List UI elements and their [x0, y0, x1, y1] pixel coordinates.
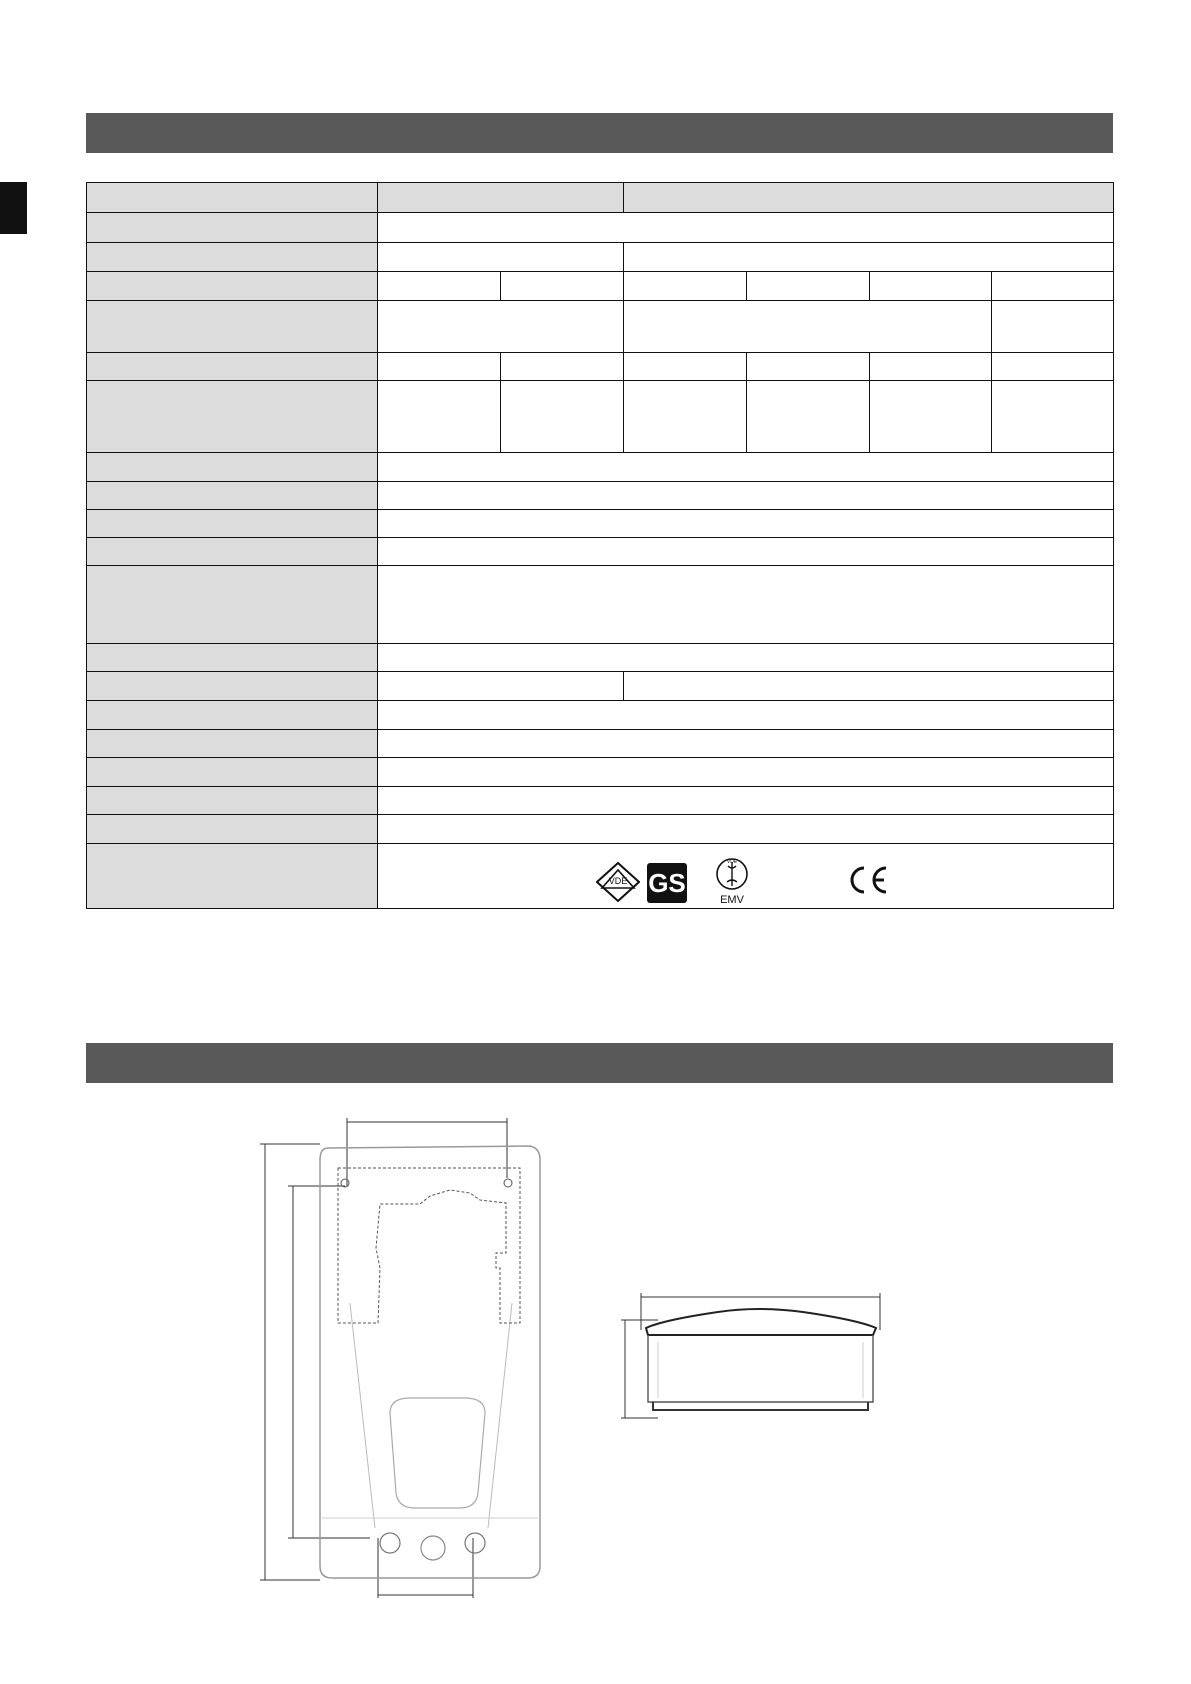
row-label [87, 844, 378, 909]
row-value [992, 272, 1114, 301]
row-value [992, 353, 1114, 381]
row-label [87, 482, 378, 510]
row-label [87, 644, 378, 672]
row-value [747, 272, 870, 301]
table-row [87, 272, 1114, 301]
row-value [378, 301, 624, 353]
row-value [378, 538, 1114, 566]
row-value [870, 381, 992, 453]
row-value [501, 353, 624, 381]
table-row [87, 815, 1114, 844]
row-label [87, 510, 378, 538]
section-header-dimensions [86, 1043, 1113, 1083]
row-value [378, 510, 1114, 538]
table-row [87, 453, 1114, 482]
row-label [87, 353, 378, 381]
ce-mark-icon [846, 864, 890, 896]
row-label [87, 730, 378, 758]
row-value [870, 272, 992, 301]
row-value [378, 758, 1114, 787]
certification-marks-cell [378, 844, 1114, 909]
section-header-technical-data [86, 113, 1113, 153]
table-row [87, 353, 1114, 381]
row-label [87, 538, 378, 566]
row-value [624, 381, 747, 453]
table-row [87, 730, 1114, 758]
table-row [87, 301, 1114, 353]
header-cell [378, 183, 624, 213]
row-value [624, 353, 747, 381]
table-row [87, 701, 1114, 730]
table-row [87, 566, 1114, 644]
table-row [87, 538, 1114, 566]
header-cell [87, 183, 378, 213]
certifications-row [87, 844, 1114, 909]
row-value [501, 381, 624, 453]
row-value [624, 301, 992, 353]
row-label [87, 787, 378, 815]
row-label [87, 453, 378, 482]
row-value [378, 787, 1114, 815]
vde-emv-icon [712, 856, 752, 908]
row-value [378, 566, 1114, 644]
row-value [992, 381, 1114, 453]
emv-label: EMV [720, 894, 744, 906]
row-value [501, 272, 624, 301]
row-value [992, 301, 1114, 353]
row-label [87, 213, 378, 243]
row-value [378, 482, 1114, 510]
row-value [624, 672, 1114, 701]
vde-letters: VDE [608, 876, 628, 886]
row-value [378, 644, 1114, 672]
row-label [87, 758, 378, 787]
row-label [87, 566, 378, 644]
table-row [87, 510, 1114, 538]
row-value [378, 815, 1114, 844]
header-cell [624, 183, 1114, 213]
row-value [624, 272, 747, 301]
row-value [378, 381, 501, 453]
table-row [87, 672, 1114, 701]
row-value [870, 353, 992, 381]
row-label [87, 272, 378, 301]
row-value [378, 272, 501, 301]
table-row [87, 482, 1114, 510]
row-label [87, 243, 378, 272]
row-value [378, 672, 624, 701]
row-label [87, 381, 378, 453]
table-header-row [87, 183, 1114, 213]
row-value [747, 353, 870, 381]
row-value [378, 213, 1114, 243]
side-view-dimension-drawing [618, 1290, 898, 1425]
vde-triangle-icon [596, 862, 640, 902]
row-value [378, 353, 501, 381]
table-row [87, 787, 1114, 815]
row-value [747, 381, 870, 453]
row-label [87, 815, 378, 844]
table-row [87, 243, 1114, 272]
row-label [87, 672, 378, 701]
row-value [378, 453, 1114, 482]
table-row [87, 381, 1114, 453]
vde-small-text: VDE [726, 859, 738, 865]
row-label [87, 301, 378, 353]
row-value [624, 243, 1114, 272]
row-value [378, 701, 1114, 730]
row-value [378, 730, 1114, 758]
chapter-tab-marker [0, 182, 27, 234]
table-row [87, 758, 1114, 787]
table-row [87, 213, 1114, 243]
table-row [87, 644, 1114, 672]
row-value [378, 243, 624, 272]
gs-mark-icon [646, 862, 688, 904]
front-view-dimension-drawing [250, 1108, 555, 1598]
row-label [87, 701, 378, 730]
technical-data-table [86, 182, 1114, 909]
gs-letters: GS [648, 868, 686, 898]
